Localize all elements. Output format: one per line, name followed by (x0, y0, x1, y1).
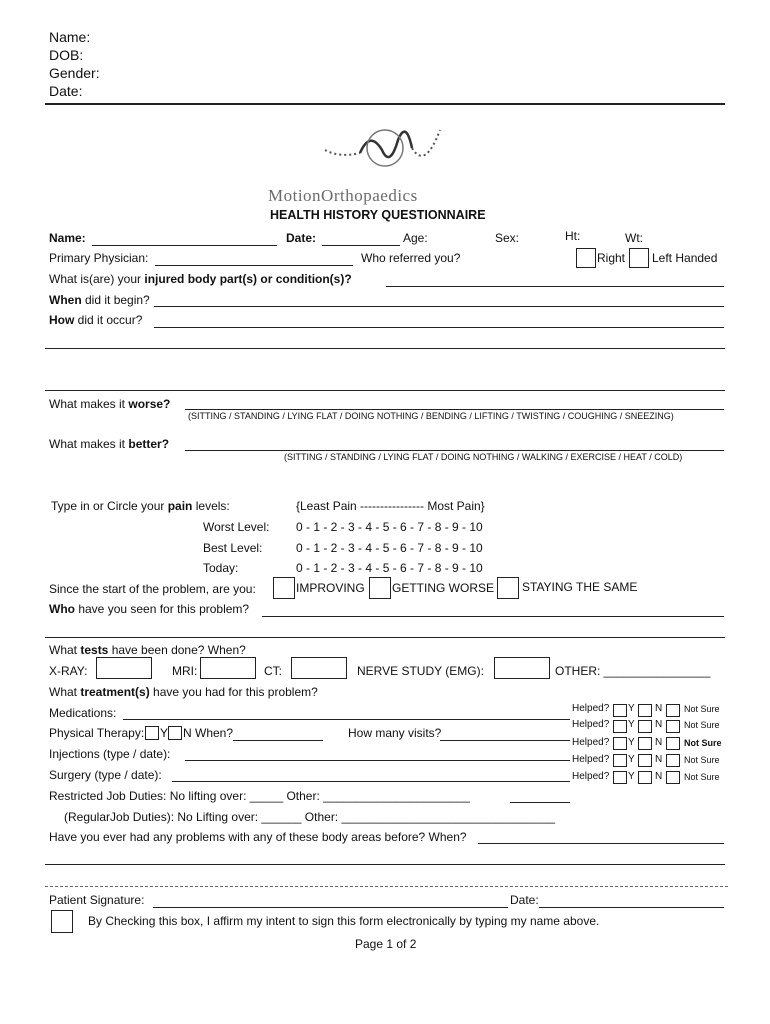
logo-swirl-icon (320, 120, 455, 190)
treatment-question: What treatment(s) have you had for this problem? (49, 685, 318, 699)
ct-field[interactable] (291, 657, 347, 679)
page-number: Page 1 of 2 (355, 937, 417, 951)
helped-not-sure-label: Not Sure (684, 704, 720, 714)
helped-no-checkbox[interactable] (638, 754, 652, 767)
visits-label: How many visits? (348, 726, 442, 740)
helped-not-sure-label: Not Sure (684, 772, 720, 782)
injured-field[interactable] (386, 286, 724, 287)
emg-field[interactable] (494, 657, 550, 679)
surgery-label: Surgery (type / date): (49, 768, 162, 782)
improving-checkbox[interactable] (273, 577, 295, 599)
better-options: (SITTING / STANDING / LYING FLAT / DOING NOTHING / WALKING / EXERCISE / HEAT / COLD) (284, 452, 683, 462)
injections-label: Injections (type / date): (49, 747, 171, 761)
height-label: Ht: (565, 229, 581, 243)
worse-options: (SITTING / STANDING / LYING FLAT / DOING NOTHING / BENDING / LIFTING / TWISTING / COUGHING / SNEEZING) (188, 411, 674, 421)
who-seen-field[interactable] (262, 616, 724, 617)
helped-not-sure-checkbox[interactable] (666, 704, 680, 717)
helped-yes-label: Y (628, 719, 635, 730)
primary-physician-field[interactable] (155, 265, 353, 266)
helped-label: Helped? (572, 737, 610, 748)
getting-worse-label: GETTING WORSE (392, 581, 494, 595)
xray-label: X-RAY: (49, 664, 88, 678)
injections-field[interactable] (185, 760, 570, 761)
restricted-duties-field[interactable]: Restricted Job Duties: No lifting over: _____ Other: ______________________ (49, 789, 470, 803)
helped-no-label: N (655, 719, 663, 730)
helped-yes-label: Y (628, 703, 635, 714)
since-start-label: Since the start of the problem, are you: (49, 582, 256, 596)
today-level-scale[interactable]: 0 - 1 - 2 - 3 - 4 - 5 - 6 - 7 - 8 - 9 - 10 (296, 561, 483, 575)
e-sign-consent-checkbox[interactable] (51, 910, 73, 933)
header-dob-label: DOB: (49, 47, 84, 63)
mri-field[interactable] (200, 657, 256, 679)
best-level-label: Best Level: (203, 541, 263, 555)
emg-label: NERVE STUDY (EMG): (357, 664, 484, 678)
pain-question: Type in or Circle your pain levels: (51, 499, 230, 513)
helped-not-sure-checkbox[interactable] (666, 754, 680, 767)
helped-not-sure-label: Not Sure (684, 738, 722, 748)
primary-physician-label: Primary Physician: (49, 251, 149, 265)
header-date-label: Date: (49, 83, 83, 99)
tests-question: What tests have been done? When? (49, 643, 246, 657)
when-question: When did it begin? (49, 293, 150, 307)
name-label: Name: (49, 231, 86, 245)
header-gender-label: Gender: (49, 65, 100, 81)
worse-question: What makes it worse? (49, 397, 171, 411)
best-level-scale[interactable]: 0 - 1 - 2 - 3 - 4 - 5 - 6 - 7 - 8 - 9 - 10 (296, 541, 483, 555)
e-sign-consent-text: By Checking this box, I affirm my intent to sign this form electronically by typing my name above. (88, 914, 600, 928)
helped-no-checkbox[interactable] (638, 704, 652, 717)
helped-yes-label: Y (628, 754, 635, 765)
footer-divider (45, 886, 728, 887)
helped-label: Helped? (572, 771, 610, 782)
helped-no-label: N (655, 703, 663, 714)
pt-no-checkbox[interactable] (168, 726, 182, 740)
section-divider (45, 390, 725, 391)
staying-same-checkbox[interactable] (497, 577, 519, 599)
helped-no-checkbox[interactable] (638, 771, 652, 784)
prior-problems-field[interactable] (478, 843, 724, 844)
weight-label: Wt: (625, 231, 643, 245)
prior-problems-field-line-2[interactable] (45, 864, 725, 865)
helped-label: Helped? (572, 754, 610, 765)
medications-field[interactable] (123, 719, 570, 720)
helped-yes-label: Y (628, 737, 635, 748)
helped-not-sure-checkbox[interactable] (666, 720, 680, 733)
staying-same-label: STAYING THE SAME (522, 580, 638, 594)
surgery-field[interactable] (172, 781, 570, 782)
helped-yes-checkbox[interactable] (613, 771, 627, 784)
better-question: What makes it better? (49, 437, 170, 451)
signature-date-label: Date: (510, 893, 539, 907)
xray-field[interactable] (96, 657, 152, 679)
sex-label: Sex: (495, 231, 520, 245)
right-handed-checkbox[interactable] (576, 248, 596, 268)
getting-worse-checkbox[interactable] (369, 577, 391, 599)
pt-when-field[interactable] (233, 740, 323, 741)
when-field[interactable] (154, 306, 724, 307)
helped-yes-checkbox[interactable] (613, 737, 627, 750)
helped-yes-checkbox[interactable] (613, 720, 627, 733)
how-field-line-2[interactable] (45, 348, 725, 349)
pt-yes-checkbox[interactable] (145, 726, 159, 740)
regular-duties-field[interactable]: (RegularJob Duties): No Lifting over: ______ Other: ________________________________ (64, 810, 556, 824)
helped-no-label: N (655, 754, 663, 765)
left-handed-checkbox[interactable] (629, 248, 649, 268)
medications-label: Medications: (49, 706, 117, 720)
worse-field[interactable] (185, 409, 724, 410)
referred-label: Who referred you? (361, 251, 461, 265)
pt-when-label: N When? (183, 726, 234, 740)
age-label: Age: (403, 231, 428, 245)
helped-not-sure-checkbox[interactable] (666, 771, 680, 784)
helped-yes-label: Y (628, 771, 635, 782)
header-divider (45, 103, 725, 105)
who-seen-field-line-2[interactable] (45, 637, 725, 638)
helped-not-sure-checkbox[interactable] (666, 737, 680, 750)
helped-not-sure-label: Not Sure (684, 720, 720, 730)
how-field[interactable] (154, 327, 724, 328)
visits-field[interactable] (440, 740, 570, 741)
date-field[interactable] (322, 245, 400, 246)
physical-therapy-label: Physical Therapy: (49, 726, 145, 740)
helped-yes-checkbox[interactable] (613, 754, 627, 767)
date-label: Date: (286, 231, 317, 245)
signature-date-field[interactable] (539, 907, 724, 908)
restricted-extra-field[interactable] (510, 802, 570, 803)
who-seen-question: Who have you seen for this problem? (49, 602, 250, 616)
helped-label: Helped? (572, 719, 610, 730)
injured-question: What is(are) your injured body part(s) or condition(s)? (49, 272, 352, 286)
helped-no-label: N (655, 737, 663, 748)
right-handed-label: Right (597, 251, 626, 265)
helped-yes-checkbox[interactable] (613, 704, 627, 717)
worst-level-scale[interactable]: 0 - 1 - 2 - 3 - 4 - 5 - 6 - 7 - 8 - 9 - 10 (296, 520, 483, 534)
today-level-label: Today: (203, 561, 239, 575)
helped-label: Helped? (572, 703, 610, 714)
better-field[interactable] (185, 450, 724, 451)
prior-problems-question: Have you ever had any problems with any of these body areas before? When? (49, 830, 467, 844)
name-field[interactable] (92, 245, 277, 246)
worst-level-label: Worst Level: (203, 520, 270, 534)
mri-label: MRI: (172, 664, 198, 678)
helped-no-checkbox[interactable] (638, 737, 652, 750)
ct-label: CT: (264, 664, 282, 678)
signature-field[interactable] (153, 907, 508, 908)
other-test-field[interactable]: OTHER: ________________ (555, 664, 711, 678)
logo-wordmark: MotionOrthopaedics (268, 186, 418, 205)
header-name-label: Name: (49, 29, 91, 45)
helped-no-checkbox[interactable] (638, 720, 652, 733)
how-question: How did it occur? (49, 313, 143, 327)
signature-label: Patient Signature: (49, 893, 145, 907)
form-title: HEALTH HISTORY QUESTIONNAIRE (270, 208, 486, 222)
helped-no-label: N (655, 771, 663, 782)
pain-range: {Least Pain ---------------- Most Pain} (296, 499, 485, 513)
improving-label: IMPROVING (296, 581, 365, 595)
pt-yes-label: Y (160, 726, 169, 740)
left-handed-label: Left Handed (652, 251, 718, 265)
helped-not-sure-label: Not Sure (684, 755, 720, 765)
